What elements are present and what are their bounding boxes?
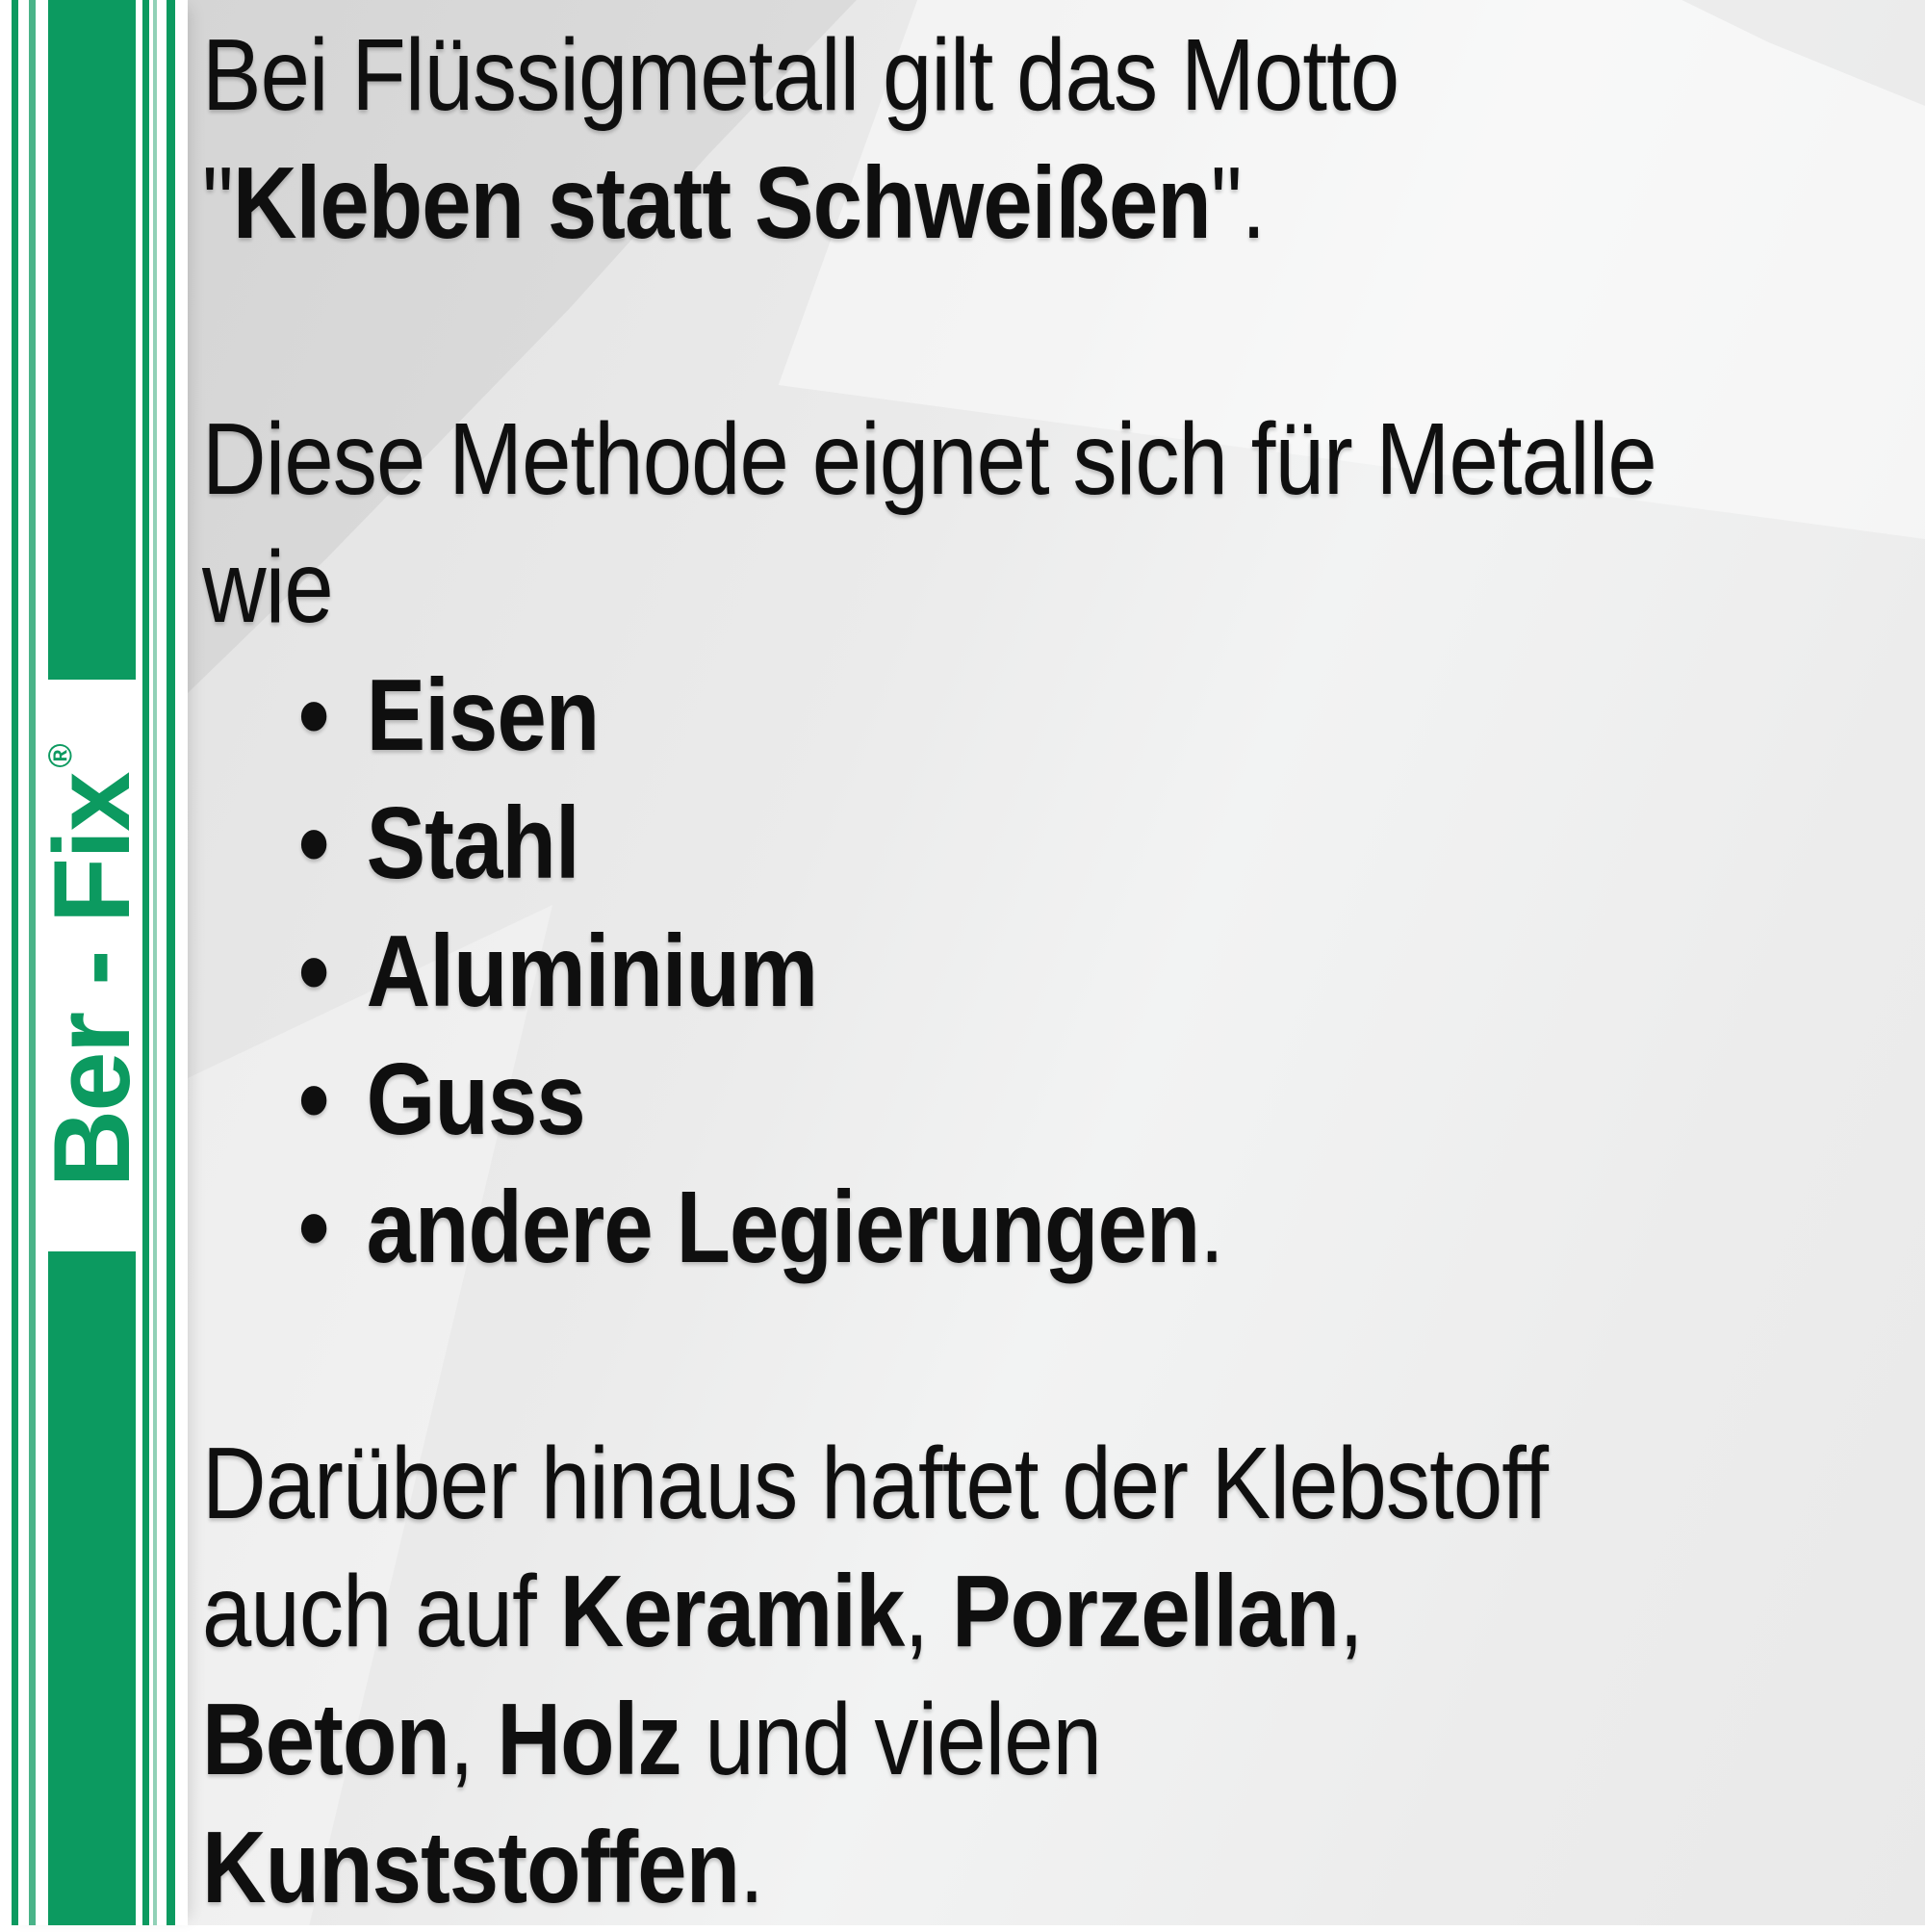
adhesion-reg: , xyxy=(449,1683,498,1796)
adhesion-bold-keramik: Keramik xyxy=(559,1555,905,1668)
adhesion-bold-beton: Beton xyxy=(202,1683,449,1796)
bullet-item-stahl xyxy=(202,780,1701,908)
adhesion-bold-holz: Holz xyxy=(497,1683,681,1796)
paragraph-spacer xyxy=(202,1292,1925,1420)
adhesion-line-4 xyxy=(202,1804,1701,1932)
motto-quote-bold: Kleben statt Schweißen xyxy=(232,146,1211,260)
method-line-2 xyxy=(202,524,1701,652)
adhesion-reg: , xyxy=(904,1555,952,1668)
bullet-marker-icon: • xyxy=(298,658,329,772)
adhesion-bold-kunststoffen: Kunststoffen xyxy=(202,1811,740,1924)
banner-stripe-5 xyxy=(167,0,175,1925)
adhesion-text: Darüber hinaus haftet der Klebstoff xyxy=(202,1427,1549,1540)
bullet-marker-icon: • xyxy=(298,786,329,900)
bullet-item-aluminium xyxy=(202,908,1701,1036)
bullet-marker-icon: • xyxy=(298,1171,329,1284)
method-text: Diese Methode eignet sich für Metalle xyxy=(202,402,1656,516)
adhesion-line-3 xyxy=(202,1676,1701,1804)
adhesion-line-1 xyxy=(202,1420,1701,1548)
adhesion-bold-porzellan: Porzellan xyxy=(951,1555,1340,1668)
adhesion-reg: , xyxy=(1339,1555,1363,1668)
registered-trademark-icon: ® xyxy=(42,743,79,768)
adhesion-reg: auch auf xyxy=(202,1555,560,1668)
method-text-wie: wie xyxy=(202,530,333,644)
brand-banner xyxy=(0,0,188,1925)
motto-quote-close: ". xyxy=(1210,146,1266,260)
motto-line-1 xyxy=(202,12,1701,140)
bullet-marker-icon: • xyxy=(298,914,329,1028)
bullet-label: Aluminium xyxy=(366,914,818,1028)
bullet-label: Stahl xyxy=(366,786,579,900)
brand-logo-text: Ber - Fix xyxy=(31,773,152,1188)
bullet-label: Guss xyxy=(366,1043,585,1156)
bullet-item-guss xyxy=(202,1036,1701,1164)
bullet-suffix: . xyxy=(1199,1171,1224,1284)
bullet-item-eisen xyxy=(202,652,1701,780)
method-line-1 xyxy=(202,396,1701,524)
bullet-label: Eisen xyxy=(366,658,600,772)
motto-quote-open: " xyxy=(202,146,233,260)
bullet-item-legierungen xyxy=(202,1164,1701,1292)
description-panel xyxy=(202,12,1925,1932)
bullet-label: andere Legierungen xyxy=(366,1171,1200,1284)
adhesion-reg: und vielen xyxy=(680,1683,1102,1796)
motto-line-2 xyxy=(202,140,1701,268)
paragraph-spacer xyxy=(202,268,1925,396)
motto-text: Bei Flüssigmetall gilt das Motto xyxy=(202,18,1399,132)
bullet-marker-icon: • xyxy=(298,1043,329,1156)
adhesion-line-2 xyxy=(202,1548,1701,1676)
banner-stripe-1 xyxy=(12,0,18,1925)
brand-logo xyxy=(29,681,154,1250)
adhesion-reg: . xyxy=(739,1811,763,1924)
